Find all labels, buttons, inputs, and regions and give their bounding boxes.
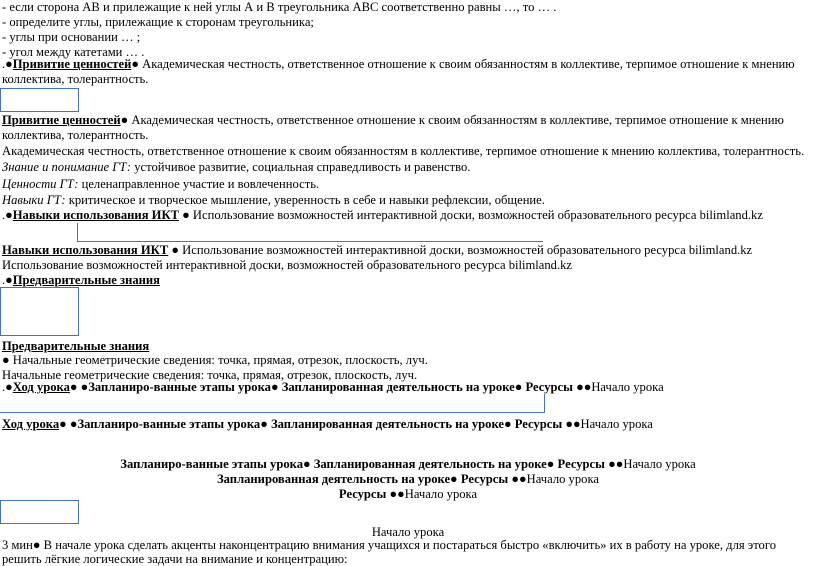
bullet-icon: ● — [615, 457, 624, 471]
skills-line — [2, 193, 812, 208]
knowledge-line — [2, 160, 812, 175]
prior-heading-2 — [2, 339, 812, 354]
start-label: Начало урока — [526, 472, 599, 486]
bullet-icon: ● — [80, 380, 89, 394]
bullet-icon: ● — [2, 353, 10, 367]
values-plain-text: Академическая честность, ответственное отношение к своим обязанностям в коллективе, терпимое отношение к мнению коллектива, толерантность. — [2, 144, 805, 158]
bullet-icon: ● — [303, 457, 311, 471]
activity-heading: Запланированная деятельность на уроке — [313, 457, 547, 471]
resources-heading: Ресурсы — [557, 457, 605, 471]
bullet-icon: ● — [572, 417, 581, 431]
bullet-icon: ● — [608, 457, 616, 471]
course-line — [2, 380, 812, 395]
bullet-icon: ● — [546, 457, 555, 471]
bullet-icon: ● — [565, 417, 573, 431]
values-paragraph — [2, 57, 812, 87]
values-text: Академическая честность, ответственное отношение к своим обязанностям в коллективе, терпимое отношение к мнению коллектива, толерантность. — [2, 57, 795, 86]
values-text: Академическая честность, ответственное отношение к своим обязанностям в коллективе, терпимое отношение к мнению коллектива, толерантность. — [2, 113, 784, 142]
table-border-line — [544, 394, 545, 413]
gt-values-label: Ценности ГТ: — [2, 177, 79, 191]
table-border-line — [77, 223, 78, 242]
bullet-icon: ● — [69, 380, 78, 394]
start-label: Начало урока — [580, 417, 653, 431]
gt-values-text: целенаправленное участие и вовлеченность. — [81, 177, 320, 191]
bullet-icon: ● — [131, 57, 139, 71]
bullet-icon: ● — [519, 472, 527, 486]
activity-heading: Запланированная деятельность на уроке — [281, 380, 515, 394]
bullet-icon: ● — [182, 208, 190, 222]
empty-cell-box — [0, 88, 79, 112]
bullet-icon: ● — [503, 417, 512, 431]
resources-heading: Ресурсы — [338, 487, 387, 501]
text-line-1: - если сторона АВ и прилежащие к ней углы А и В треугольника АВС соответственно равны …, то … . — [2, 0, 557, 14]
prior-text-line — [2, 353, 812, 368]
resources-heading: Ресурсы — [525, 380, 573, 394]
values-heading: Привитие ценностей — [12, 57, 132, 71]
start-label: Начало урока — [623, 457, 696, 471]
text-line-2: - определите углы, прилежащие к сторонам треугольника; — [2, 15, 314, 29]
bullet-icon: ● — [576, 380, 584, 394]
values-heading: Привитие ценностей — [2, 113, 121, 127]
prior-text: Начальные геометрические сведения: точка, прямая, отрезок, плоскость, луч. — [12, 353, 428, 367]
course-heading: Ход урока — [12, 380, 70, 394]
skills-text: критическое и творческое мышление, уверенность в себе и навыки рефлексии, общение. — [68, 193, 545, 207]
text-line-4: - угол между катетами … . — [2, 45, 145, 59]
course-line-2 — [2, 417, 812, 432]
bullet-icon: ● — [59, 417, 67, 431]
gt-values-line — [2, 177, 812, 192]
dot-marker: . — [2, 208, 6, 222]
bullet-icon: ● — [5, 57, 13, 71]
stages-heading: Запланиро-ванные этапы урока — [120, 457, 303, 471]
ict-heading: Навыки использования ИКТ — [12, 208, 179, 222]
bullet-icon: ● — [32, 538, 41, 552]
start-paragraph — [2, 538, 812, 566]
prior-heading: Предварительные знания — [12, 273, 160, 287]
bullet-icon: ● — [120, 113, 129, 127]
ict-line-2 — [2, 243, 812, 258]
resources-heading: Ресурсы — [460, 472, 509, 486]
bullet-icon: ● — [69, 417, 78, 431]
activity-heading: Запланированная деятельность на уроке — [270, 417, 504, 431]
dot-marker: . — [2, 273, 6, 287]
bullet-icon: ● — [450, 472, 458, 486]
dot-marker: . — [2, 57, 6, 71]
ict-text: Использование возможностей интерактивной доски, возможностей образовательного ресурса bilimland.kz — [192, 208, 763, 222]
bullet-icon: ● — [514, 380, 523, 394]
resources-heading: Ресурсы — [514, 417, 563, 431]
ict-line — [2, 208, 812, 223]
bullet-icon: ● — [5, 380, 13, 394]
bullet-icon: ● — [397, 487, 405, 501]
bullet-icon: ● — [389, 487, 398, 501]
bullet-icon: ● — [511, 472, 519, 486]
table-border-line — [0, 412, 544, 413]
start-label: Начало урока — [371, 525, 445, 539]
knowledge-text: устойчивое развитие, социальная справедливость и равенство. — [134, 160, 471, 174]
knowledge-label: Знание и понимание ГТ: — [2, 160, 132, 174]
prior-heading: Предварительные знания — [2, 339, 150, 353]
bullet-icon: ● — [583, 380, 592, 394]
activity-heading: Запланированная деятельность на уроке — [217, 472, 451, 486]
bullet-icon: ● — [5, 273, 13, 287]
bullet-icon: ● — [260, 417, 268, 431]
stages-heading: Запланиро-ванные этапы урока — [77, 417, 261, 431]
start-label: Начало урока — [404, 487, 478, 501]
table-border-line — [77, 241, 543, 242]
dot-marker: . — [2, 380, 6, 394]
resources-centered-line — [0, 487, 816, 502]
values-paragraph-2 — [2, 113, 812, 143]
stages-centered-line — [0, 457, 816, 472]
ict-heading: Навыки использования ИКТ — [2, 243, 169, 257]
ict-text: Использование возможностей интерактивной доски, возможностей образовательного ресурса bilimland.kz — [182, 243, 753, 257]
text-line-3: - углы при основании … ; — [2, 30, 141, 44]
time-label: 3 мин — [2, 538, 33, 552]
start-text: В начале урока сделать акценты наконцентрацию внимания учащихся и постараться быстро «включить» их в работу на уроке, для этого решить лёгкие логические задачи на внимание и концентрацию: — [2, 538, 776, 566]
stages-heading: Запланиро-ванные этапы урока — [88, 380, 271, 394]
prior-line — [2, 273, 812, 288]
start-label: Начало урока — [591, 380, 664, 394]
empty-cell-box — [0, 287, 79, 336]
prior-plain-text: Начальные геометрические сведения: точка, прямая, отрезок, плоскость, луч. — [2, 368, 418, 382]
course-heading: Ход урока — [2, 417, 60, 431]
ict-plain-text: Использование возможностей интерактивной доски, возможностей образовательного ресурса bilimland.kz — [2, 258, 573, 272]
skills-label: Навыки ГТ: — [2, 193, 66, 207]
activity-centered-line — [0, 472, 816, 487]
bullet-icon: ● — [5, 208, 13, 222]
bullet-icon: ● — [270, 380, 279, 394]
bullet-icon: ● — [171, 243, 179, 257]
empty-cell-box — [0, 500, 79, 524]
